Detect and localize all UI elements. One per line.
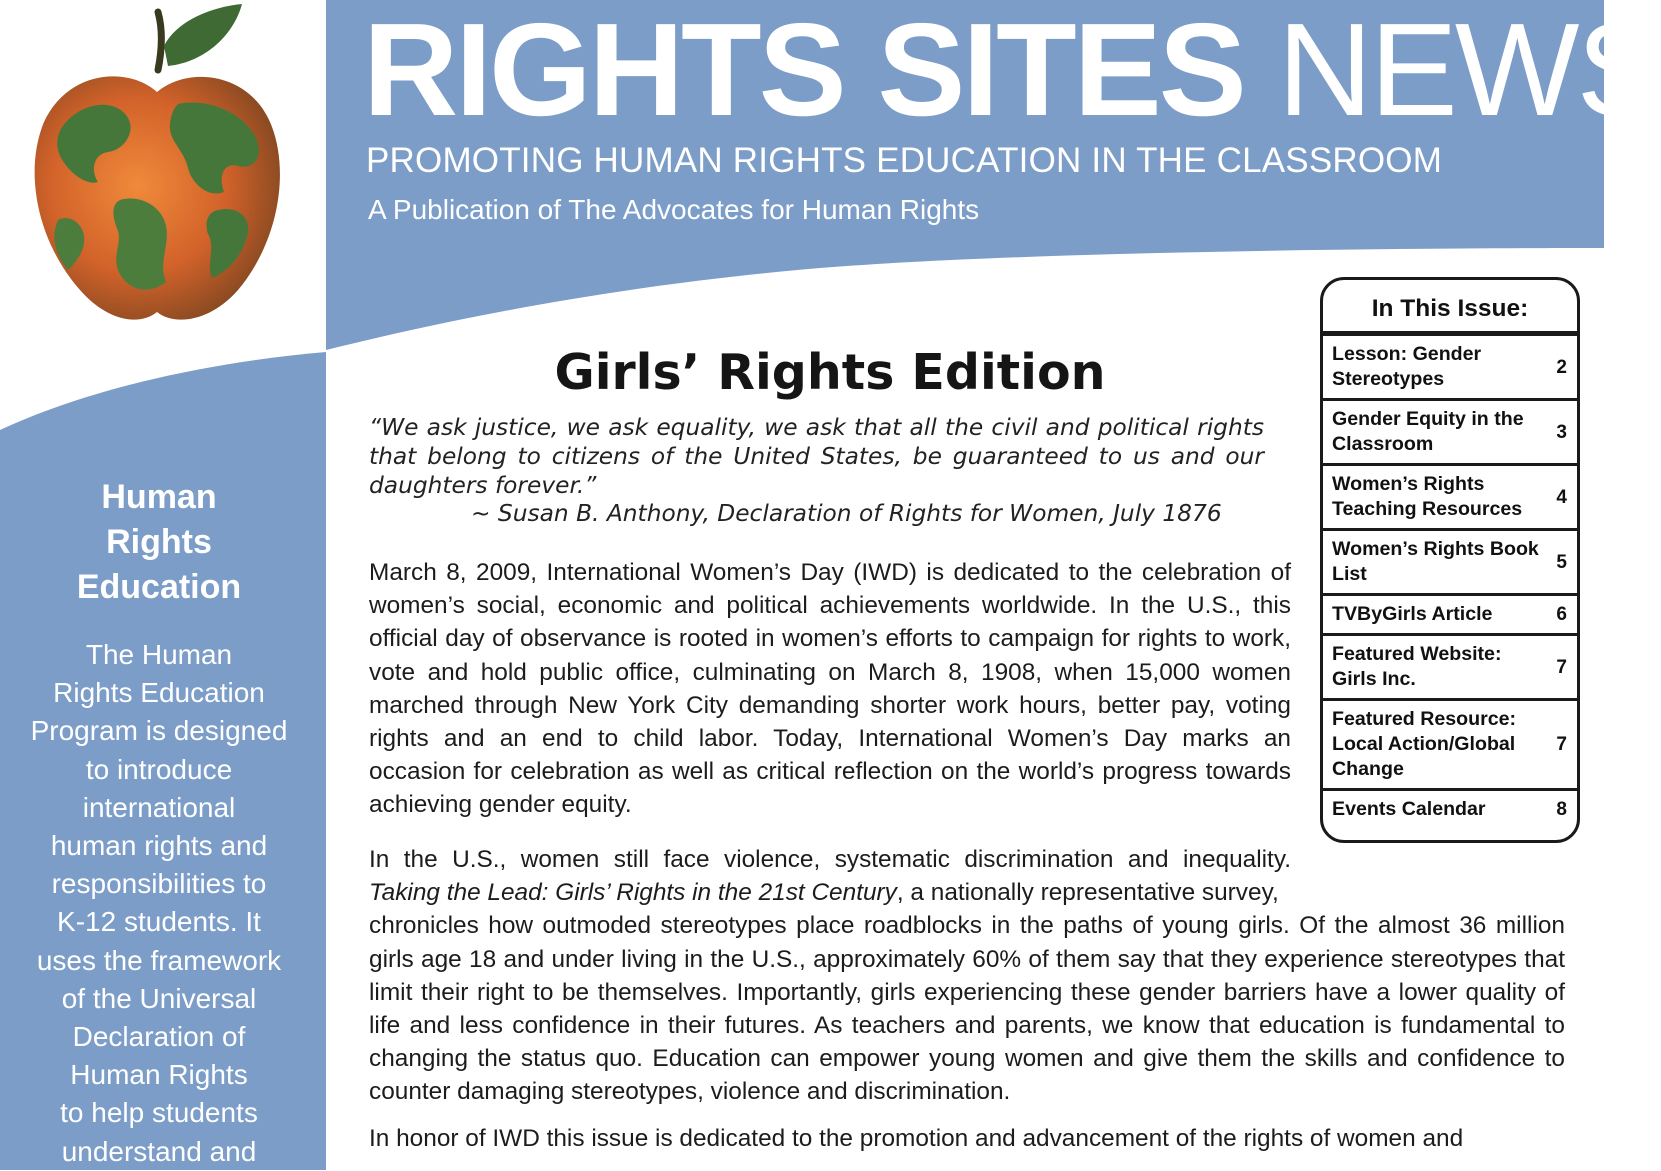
sidebar-text-line: Rights Education: [53, 677, 265, 709]
sidebar-heading-line: Rights: [106, 523, 212, 561]
toc-item-page: 2: [1556, 356, 1567, 378]
toc-item-page: 4: [1556, 486, 1567, 508]
survey-title: Taking the Lead: Girls’ Rights in the 21st Century: [369, 879, 897, 907]
sidebar-description: [14, 636, 304, 1171]
sidebar-text-line: Human Rights: [70, 1059, 248, 1091]
paragraph-survey-lead: In the U.S., women still face violence, systematic discrimination and inequality.: [369, 846, 1291, 873]
sidebar-text-line: human rights and: [50, 830, 268, 862]
edition-title: Girls’ Rights Edition: [554, 344, 1106, 401]
toc-item-page: 6: [1556, 604, 1567, 625]
opening-quote: [369, 414, 1264, 529]
toc-item-label: Events Calendar: [1332, 798, 1486, 820]
quote-text: “We ask justice, we ask equality, we ask that all the civil and political rights that belong to citizens of the United States, be guaranteed to us and our daughters forever.”: [369, 414, 1264, 499]
paragraph-survey-after-title: , a nationally representative survey,: [896, 879, 1279, 907]
toc-item-page: 7: [1556, 656, 1567, 678]
toc-item-label: Featured Resource: Local Action/Global Change: [1332, 708, 1517, 780]
apple-globe-logo: [28, 0, 286, 330]
toc-item[interactable]: [1323, 701, 1577, 791]
sidebar-heading: [0, 475, 318, 610]
masthead-title-bold: RIGHTS SITES: [363, 0, 1244, 143]
toc-heading: In This Issue:: [1323, 280, 1577, 336]
toc-item[interactable]: [1323, 636, 1577, 701]
sidebar-heading-line: Education: [76, 568, 242, 606]
quote-attribution: ~ Susan B. Anthony, Declaration of Rights for Women, July 1876: [471, 500, 1222, 528]
toc-item-page: 8: [1556, 799, 1567, 820]
toc-item[interactable]: [1323, 336, 1577, 401]
sidebar-text-line: uses the framework: [36, 944, 282, 976]
masthead-title: [363, 0, 1661, 143]
masthead-publication-line: A Publication of The Advocates for Human Rights: [368, 194, 980, 225]
sidebar-text-line: K-12 students. It: [57, 906, 261, 938]
paragraph-survey-rest: chronicles how outmoded stereotypes place roadblocks in the paths of young girls. Of the almost 36 million girls age 18 and under living in the U.S., approximately 60% of them say that they experience stereotypes that limit their right to be themselves. Importantly, girls experiencing these gender barriers have a lower quality of life and less confidence in their futures. As teachers and parents, we know that education is fundamental to changing the status quo. Education can empower young women and give them the skills and confidence to counter damaging stereotypes, violence and discrimination.: [369, 912, 1565, 1106]
sidebar-text-line: to introduce: [85, 753, 233, 785]
paragraph-survey: [369, 843, 1565, 1109]
toc-item-page: 5: [1556, 551, 1567, 573]
toc-item-label: Lesson: Gender Stereotypes: [1332, 343, 1482, 390]
toc-item[interactable]: [1323, 791, 1577, 840]
sidebar-text-line: understand and: [61, 1135, 257, 1167]
masthead-title-light: NEWS: [1277, 0, 1661, 143]
toc-item[interactable]: [1323, 596, 1577, 636]
sidebar-text-line: The Human: [85, 639, 233, 670]
sidebar-text-line: Declaration of: [72, 1021, 246, 1053]
sidebar-text-line: of the Universal: [61, 982, 257, 1014]
sidebar-text-line: responsibilities to: [51, 868, 267, 900]
toc-item[interactable]: [1323, 466, 1577, 531]
toc-item-label: TVByGirls Article: [1332, 603, 1493, 625]
masthead-tagline: PROMOTING HUMAN RIGHTS EDUCATION IN THE CLASSROOM: [366, 141, 1443, 180]
sidebar-text-line: international: [82, 791, 236, 823]
toc-item-label: Featured Website: Girls Inc.: [1332, 643, 1502, 690]
in-this-issue-box: [1320, 277, 1580, 843]
toc-item-page: 3: [1556, 421, 1567, 443]
toc-item-label: Gender Equity in the Classroom: [1332, 408, 1524, 455]
toc-item-label: Women’s Rights Book List: [1332, 538, 1539, 585]
sidebar-text-line: Program is designed: [30, 715, 288, 747]
toc-item-label: Women’s Rights Teaching Resources: [1332, 473, 1523, 520]
sidebar-text-line: to help students: [60, 1097, 258, 1129]
paragraph-survey-intro: [369, 843, 1291, 909]
toc-item-page: 7: [1556, 734, 1567, 755]
sidebar-heading-line: Human: [101, 478, 217, 516]
paragraph-womens-day: March 8, 2009, International Women’s Day (IWD) is dedicated to the celebration of women’s social, economic and political achievements worldwide. In the U.S., this official day of observance is rooted in women’s efforts to campaign for rights to work, vote and hold public office, culminating on March 8, 1908, when 15,000 women marched through New York City demanding shorter work hours, better pay, voting rights and an end to child labor. Today, International Women’s Day marks an occasion for celebration as well as critical reflection on the world’s progress towards achieving gender equity.: [369, 559, 1291, 819]
toc-item[interactable]: [1323, 401, 1577, 466]
toc-item[interactable]: [1323, 531, 1577, 596]
paragraph-iwd-partial: In honor of IWD this issue is dedicated to the promotion and advancement of the rights of women and: [369, 1125, 1464, 1152]
